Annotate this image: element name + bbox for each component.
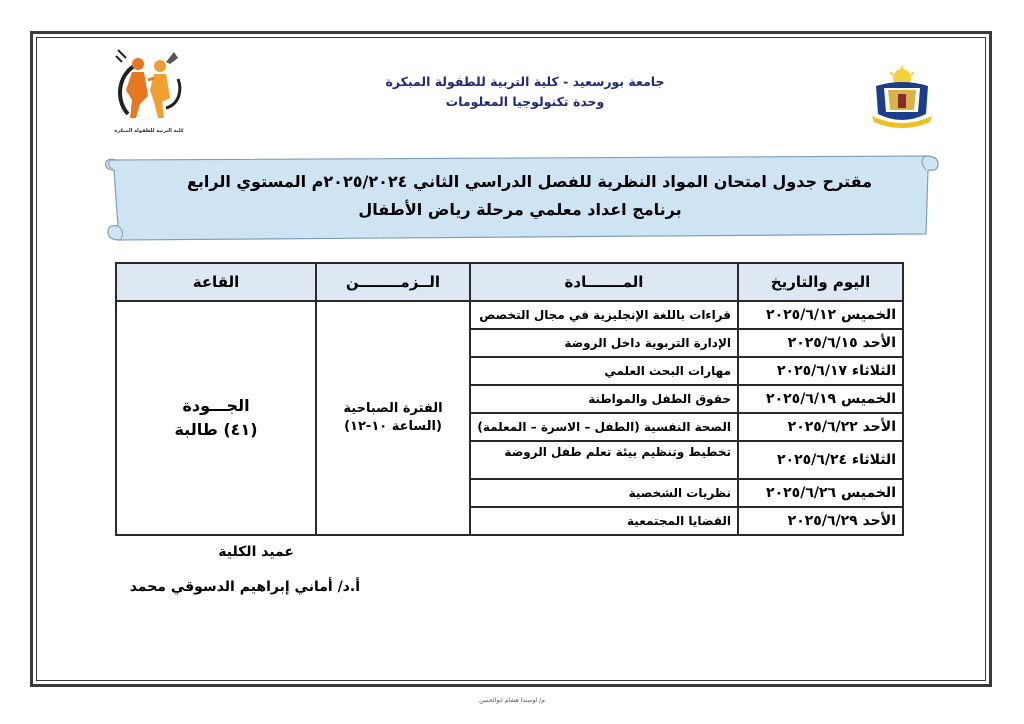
exam-date: الأحد ٢٠٢٥/٦/٢٩ bbox=[738, 507, 903, 535]
university-emblem bbox=[866, 66, 938, 130]
exam-hours: (الساعة ١٠-١٢) bbox=[344, 419, 442, 434]
hall-name: الجـــودة bbox=[182, 396, 250, 415]
table-row bbox=[116, 301, 903, 329]
dean-title: عميد الكلية bbox=[218, 544, 294, 560]
exam-period-cell bbox=[316, 301, 470, 535]
exam-date: الثلاثاء ٢٠٢٥/٦/١٧ bbox=[738, 357, 903, 385]
exam-subject: حقوق الطفل والمواطنة bbox=[470, 385, 738, 413]
student-count: (٤١) طالبة bbox=[174, 420, 258, 439]
exam-subject: الصحة النفسية (الطفل – الاسرة – المعلمة) bbox=[470, 413, 738, 441]
table-header-row bbox=[116, 263, 903, 301]
header-time: الــزمــــــــن bbox=[316, 263, 470, 301]
exam-subject: الإدارة التربوية داخل الروضة bbox=[470, 329, 738, 357]
exam-date: الأحد ٢٠٢٥/٦/٢٢ bbox=[738, 413, 903, 441]
header-subject: المـــــــادة bbox=[470, 263, 738, 301]
unit-name: وحدة تكنولوجيا المعلومات bbox=[445, 94, 605, 109]
header-date: اليوم والتاريخ bbox=[738, 263, 903, 301]
exam-hall-cell bbox=[116, 301, 316, 535]
exam-date: الأحد ٢٠٢٥/٦/١٥ bbox=[738, 329, 903, 357]
university-name: جامعة بورسعيد - كلية التربية للطفولة المبكرة bbox=[385, 74, 665, 89]
title-scroll-banner bbox=[100, 148, 940, 246]
faculty-logo-caption: كلية التربية للطفولة المبكرة bbox=[114, 128, 184, 134]
faculty-logo bbox=[108, 44, 190, 134]
institution-header bbox=[380, 72, 670, 112]
dean-name: أ.د/ أماني إبراهيم الدسوقي محمد bbox=[129, 579, 360, 595]
exam-date: الخميس ٢٠٢٥/٦/٢٦ bbox=[738, 479, 903, 507]
exam-schedule-title: مقترح جدول امتحان المواد النظرية للفصل الدراسي الثاني ٢٠٢٥/٢٠٢٤م المستوي الرابع bbox=[186, 172, 872, 191]
exam-period: الفترة الصباحية bbox=[343, 401, 443, 416]
exam-schedule-table bbox=[115, 262, 904, 536]
footer-note: م/ لوسندا هشام ابوالحسن bbox=[479, 697, 545, 704]
exam-date: الثلاثاء ٢٠٢٥/٦/٢٤ bbox=[738, 441, 903, 479]
exam-subject: القضايا المجتمعية bbox=[470, 507, 738, 535]
exam-date: الخميس ٢٠٢٥/٦/١٩ bbox=[738, 385, 903, 413]
exam-subject: مهارات البحث العلمي bbox=[470, 357, 738, 385]
exam-subject: نظريات الشخصية bbox=[470, 479, 738, 507]
header-hall: القاعة bbox=[116, 263, 316, 301]
program-title: برنامج اعداد معلمي مرحلة رياض الأطفال bbox=[358, 200, 682, 219]
exam-subject: قراءات باللغة الإنجليزية في مجال التخصص bbox=[470, 301, 738, 329]
exam-date: الخميس ٢٠٢٥/٦/١٢ bbox=[738, 301, 903, 329]
exam-subject: تخطيط وتنظيم بيئة تعلم طفل الروضة bbox=[470, 441, 738, 479]
